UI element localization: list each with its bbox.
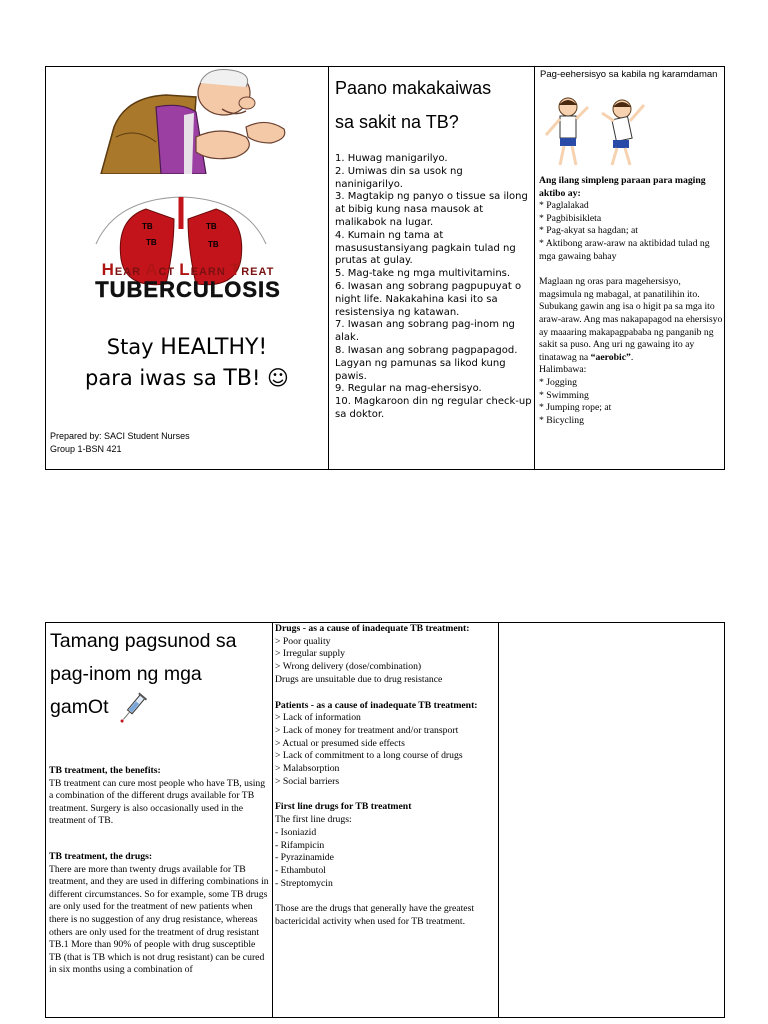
example-item: * Jumping rope; at <box>539 402 612 414</box>
cause-item: > Wrong delivery (dose/combination) <box>275 661 422 673</box>
slogan-line-2 <box>46 363 328 394</box>
smiley-icon: ! ☺ <box>251 366 289 390</box>
tagline-word: REAT <box>241 266 275 278</box>
tagline-word: EARN <box>190 266 226 278</box>
paragraph-text: Maglaan ng oras para magehersisyo, magsimula ng mabagal, at panatilihin ito. Subukang gawin ang isa o higit pa sa mga ito araw-araw. Ang mas nakapapagod na ehersisyo ay maaaring makapagpababa ng panganib ng sakit sa puso. Ang uri ng gawaing ito ay tinatawag na <box>539 276 723 363</box>
cause-item: > Lack of information <box>275 712 361 724</box>
cause-item: > Lack of commitment to a long course of drugs <box>275 750 463 762</box>
tagline-word: EAR <box>114 266 142 278</box>
cause-item: > Irregular supply <box>275 648 346 660</box>
lung-label: TB <box>142 222 153 231</box>
title-line: sa sakit na TB? <box>335 112 459 132</box>
tip-item: 9. Regular na mag-ehersisyo. <box>335 383 482 395</box>
paragraph-text: . <box>630 351 634 363</box>
column-divider <box>534 67 535 469</box>
tagline-word: CT <box>158 266 176 278</box>
drugs-heading: TB treatment, the drugs: <box>49 850 153 862</box>
slogan <box>46 332 328 394</box>
tagline-initial: A <box>145 260 159 279</box>
tip-item: 7. Iwasan ang sobrang pag-inom ng alak. <box>335 319 515 344</box>
drug-item: - Ethambutol <box>275 864 326 876</box>
medication-title <box>50 625 268 725</box>
first-line-intro: The first line drugs: <box>275 814 352 826</box>
examples-heading: Halimbawa: <box>539 364 587 376</box>
title-text: gamOt <box>50 696 109 719</box>
first-line-note: Those are the drugs that generally have the greatest bactericidal activity when used for TB treatment. <box>275 903 475 928</box>
title-line: Paano makakaiwas <box>335 78 492 98</box>
benefits-heading: TB treatment, the benefits: <box>49 765 161 776</box>
cause-item: > Lack of money for treatment and/or transport <box>275 724 459 736</box>
activity-item: * Aktibong araw-araw na aktibidad tulad ng mga gawaing bahay <box>539 237 710 262</box>
cause-item: > Poor quality <box>275 635 331 647</box>
title-line: Tamang pagsunod sa <box>50 630 237 652</box>
drug-item: - Rifampicin <box>275 839 325 851</box>
brochure-front-panel <box>45 66 725 470</box>
slogan-text: Stay <box>106 335 161 359</box>
brochure-back-panel <box>45 622 725 1018</box>
tip-item: 3. Magtakip ng panyo o tissue sa ilong at bibig kung nasa mausok at malikabok na lugar. <box>335 191 528 228</box>
treatment-info <box>49 765 269 977</box>
tagline-initial: L <box>179 260 191 279</box>
column-divider <box>272 623 273 1017</box>
prevention-title <box>335 71 531 139</box>
lung-label: TB <box>208 240 219 249</box>
title-line: pag-inom ng mga <box>50 663 202 685</box>
slogan-line-1 <box>46 332 328 363</box>
drug-item: - Pyrazinamide <box>275 852 334 864</box>
tip-item: 6. Iwasan ang sobrang pagpupuyat o night life. Nakakahina kasi ito sa resistensiya ng katawan. <box>335 280 522 318</box>
coughing-man-illustration <box>96 67 294 174</box>
credits <box>50 430 320 456</box>
tip-item: 1. Huwag manigarilyo. <box>335 153 448 164</box>
slogan-emphasis: TB <box>223 366 252 391</box>
aerobic-term: “aerobic” <box>590 351 631 363</box>
tip-item: 5. Mag-take ng mga multivitamins. <box>335 268 511 280</box>
slogan-emphasis: HEALTHY! <box>160 335 268 360</box>
prevention-tips-list <box>335 153 532 422</box>
column-divider <box>328 67 329 469</box>
cause-item: > Malabsorption <box>275 763 340 775</box>
lung-label: TB <box>146 238 157 247</box>
tip-item: 2. Umiwas din sa usok ng naninigarilyo. <box>335 165 463 190</box>
title-line <box>50 691 268 725</box>
tip-item: 10. Magkaroon din ng regular check-up sa doktor. <box>335 396 532 420</box>
activity-item: * Paglalakad <box>539 200 589 212</box>
tip-item: 8. Iwasan ang sobrang pagpapagod. Lagyan ng pamunas sa likod kung pawis. <box>335 344 518 382</box>
activities-section <box>539 175 723 427</box>
group-label: Group 1-BSN 421 <box>50 444 122 454</box>
example-item: * Jogging <box>539 376 577 388</box>
cause-item: > Actual or presumed side effects <box>275 737 405 749</box>
drugs-text: There are more than twenty drugs available for TB treatment, and they are used in differing combinations in different circumstances. So for example, some TB drugs are only used for the treatment of new patients when there is no suggestion of any drug resistance, whereas others are only used for the treatment of drug resistant TB.1 More than 90% of people with drug susceptible TB (that is TB which is not drug resistant) can be cured in six months using a combination of <box>49 863 269 976</box>
activity-item: * Pag-akyat sa hagdan; at <box>539 225 638 237</box>
tagline-initial: T <box>229 260 242 279</box>
activities-heading: Ang ilang simpleng paraan para maging aktibo ay: <box>539 175 706 199</box>
slogan-text: para iwas sa <box>85 366 224 390</box>
patients-cause-heading: Patients - as a cause of inadequate TB treatment: <box>275 699 478 711</box>
lung-label: TB <box>206 222 217 231</box>
logo-title: TUBERCULOSIS <box>95 277 281 302</box>
drug-item: - Isoniazid <box>275 826 317 838</box>
drugs-cause-heading: Drugs - as a cause of inadequate TB treatment: <box>275 623 470 634</box>
example-item: * Bicycling <box>539 414 584 426</box>
exercising-kids-illustration <box>540 95 650 171</box>
inadequate-treatment-info <box>275 623 495 929</box>
cause-item: > Social barriers <box>275 775 340 787</box>
column-divider <box>498 623 499 1017</box>
prepared-by: Prepared by: SACI Student Nurses <box>50 431 190 441</box>
exercise-paragraph <box>539 276 723 364</box>
example-item: * Swimming <box>539 389 589 401</box>
syringe-icon <box>116 691 150 725</box>
exercise-heading: Pag-eehersisyo sa kabila ng karamdaman <box>540 69 718 80</box>
first-line-heading: First line drugs for TB treatment <box>275 801 412 813</box>
drug-item: - Streptomycin <box>275 877 333 889</box>
tuberculosis-logo <box>50 260 326 302</box>
tagline-initial: H <box>101 260 115 279</box>
activity-item: * Pagbibisikleta <box>539 212 602 224</box>
benefits-text: TB treatment can cure most people who have TB, using a combination of the different drugs available for TB treatment. Surgery is also occasionally used in the treatment of TB. <box>49 777 266 827</box>
cause-item: Drugs are unsuitable due to drug resistance <box>275 673 443 685</box>
tip-item: 4. Kumain ng tama at masusustansiyang pagkain tulad ng prutas at gulay. <box>335 229 516 267</box>
